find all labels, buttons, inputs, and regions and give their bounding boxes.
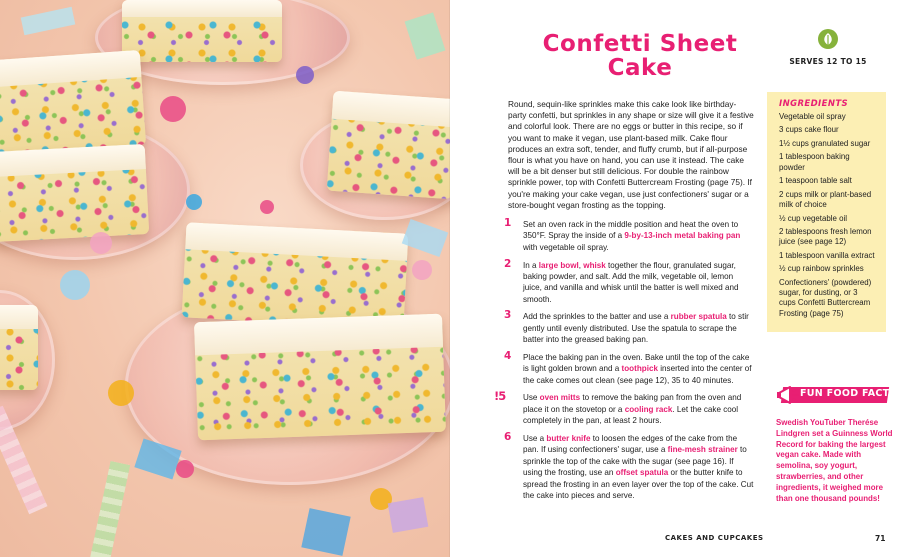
confetti [108,380,134,406]
confetti [405,12,446,59]
step-text: to sprinkle the top of the cake with the sugar (see page 16). If using the frosting, use an [523,445,747,478]
ingredients-box [767,92,886,332]
recipe-step [492,257,754,306]
fun-fact-title: FUN FOOD FACT [800,388,890,399]
equipment-highlight: oven mitts [539,393,581,403]
step-text: Use a [523,433,547,443]
recipe-step [492,311,754,345]
confetti [260,200,274,214]
section-footer: CAKES AND CUPCAKES [665,534,764,542]
steps-list [492,219,754,508]
cake-slice [327,91,450,199]
leaf-icon [818,29,838,49]
recipe-step [492,430,754,501]
confetti [412,260,432,280]
recipe-title [524,32,756,80]
cake-slice [122,0,282,62]
confetti [186,194,202,210]
confetti [402,219,448,257]
recipe-step [492,349,754,386]
ingredients-list [779,112,876,319]
step-text: Use [523,393,540,403]
ingredient-item: 1 tablespoon baking powder [779,152,850,172]
equipment-highlight: 9-by-13-inch metal baking pan [624,231,741,241]
equipment-highlight: offset spatula [615,468,669,478]
equipment-highlight: rubber spatula [670,312,727,322]
ingredient-item: 1 tablespoon vanilla extract [779,250,875,260]
ingredients-title: INGREDIENTS [779,99,849,109]
equipment-highlight: butter knife [546,433,591,443]
serves-label: SERVES 12 TO 15 [789,57,867,66]
equipment-highlight: fine-mesh strainer [667,445,738,455]
page-number: 71 [875,534,886,543]
equipment-highlight: cooling rack [624,404,673,414]
confetti [90,232,112,254]
cake-slice [194,314,446,441]
ingredient-item: ½ cup rainbow sprinkles [779,264,864,274]
recipe-page [450,0,900,557]
ingredient-item: Vegetable oil spray [779,112,846,121]
confetti [176,460,194,478]
megaphone-icon [776,384,800,406]
step-text: to stir gently until evenly distributed. Use the spatula to scrape the batter into the greased baking pan. [523,312,749,345]
recipe-intro: Round, sequin-like sprinkles make this cake look like birthday-party confetti, but sprinkles in any shape or size will give it a festive and colorful look. There are no eggs or butter in this recipe, so if you want to make it vegan, use plant-based milk. Cake flour produces an extra soft, tender, and fluffy crumb, but if all-purpose flour is what you have on hand, you can use it instead. The cake will be a bit denser but still delicious. For double the rainbow sprinkle power, top with Confetti Buttercream Frosting (page 75). If you're making your cake vegan, use just confectioners' sugar or a store-bought vegan frosting as the topping. [508,99,754,210]
confetti [160,96,186,122]
ingredient-item: 3 cups cake flour [779,125,839,135]
step-number-caution: !5 [494,389,506,404]
title-line: Confetti Sheet [542,31,738,57]
recipe-step [492,389,754,426]
ingredient-item: 1½ cups granulated sugar [779,138,871,148]
step-number: 3 [504,309,512,322]
cake-slice [182,222,409,328]
step-text: In a [523,260,539,270]
fun-fact-text: Swedish YouTuber Therése Lindgren set a Guinness World Record for baking the largest vegan cake. Made with semolina, soy yogurt, strawberries, and other ingredients, it weighed more than one thousand pounds! [776,418,893,503]
confetti [60,270,90,300]
step-text: to remove the baking pan from the oven and place it on the stovetop or a [523,393,742,414]
step-text: Add the sprinkles to the batter and use a [523,312,671,322]
step-text: together the flour, granulated sugar, baking powder, and salt. Add the milk, vegetable oil, lemon juice, and vanilla and whisk until the batter is well mixed and smooth. [523,260,739,304]
step-text: Set an oven rack in the middle position and heat the oven to 350°F. Spray the inside of a [523,220,739,241]
ingredient-item: ½ cup vegetable oil [779,213,847,223]
equipment-highlight: toothpick [621,364,658,374]
step-text: with vegetable oil spray. [523,242,609,252]
fun-fact-header [776,384,892,406]
confetti [296,66,314,84]
equipment-highlight: large bowl [538,260,579,270]
equipment-highlight: whisk [583,260,606,270]
ingredient-item: 2 tablespoons fresh lemon juice (see page 12) [779,226,872,247]
ingredient-item: 1 teaspoon table salt [779,176,852,186]
step-number: 6 [504,430,512,443]
step-text: to loosen the edges of the cake from the pan. If using confectioners' sugar, use a [523,433,738,455]
step-number: 1 [504,217,512,229]
step-text: or the butter knife to spread the frosting in an even layer over the top of the cake. Cut the cake into pieces and serve. [523,468,754,501]
confetti [21,7,76,35]
ingredient-item: 2 cups milk or plant-based milk of choice [779,189,872,210]
confetti [388,497,429,533]
recipe-step [492,219,754,253]
step-text: . Let the cake cool completely in the pan, at least 2 hours. [523,404,739,426]
step-text: Place the baking pan in the oven. Bake until the top of the cake is light golden brown and a [523,352,750,374]
cake-slice [0,305,38,390]
candle [90,461,130,557]
title-line: Cake [607,55,673,81]
ingredient-item: Confectioners' (powdered) sugar, for dusting, or 3 cups Confetti Buttercream Frosting (page 75) [779,277,872,318]
step-text: inserted into the center of the cake comes out clean (see page 12), 35 to 40 minutes. [523,364,752,385]
confetti [301,508,350,556]
cake-slice [0,144,149,242]
step-number: 2 [504,257,512,270]
step-number: 4 [504,349,512,362]
cake-slice [0,50,146,155]
step-text: , [578,260,584,270]
